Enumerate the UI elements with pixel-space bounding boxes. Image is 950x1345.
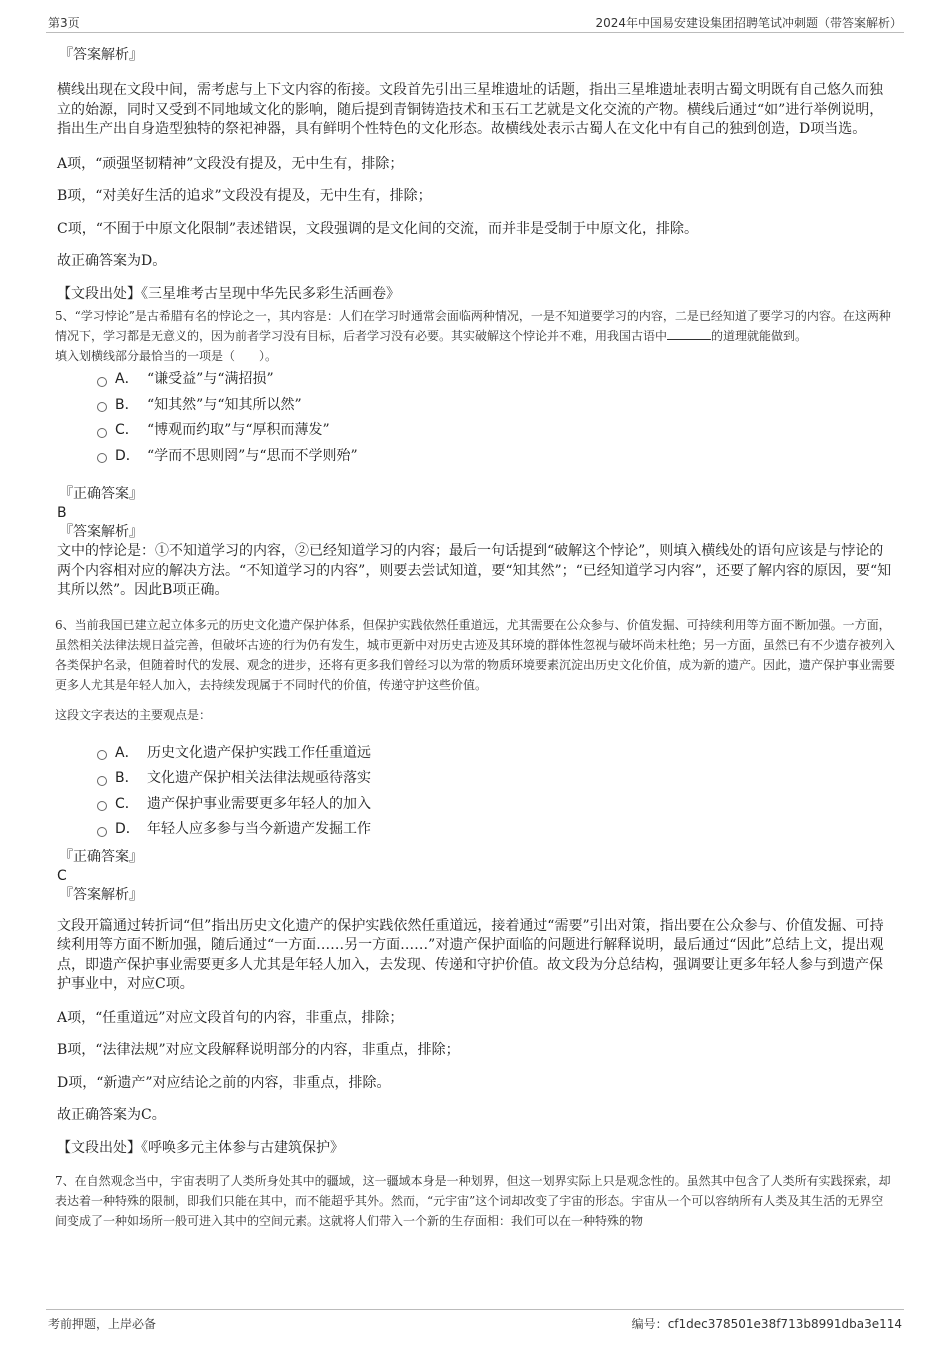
- q6-option-a[interactable]: A． 历史文化遗产保护实践工作任重道远: [97, 741, 895, 767]
- q6-stem: 6、当前我国已建立起立体多元的历史文化遗产保护体系，但保护实践依然任重道远，尤其需要在公众参与、价值发掘、可持续利用等方面不断加强。一方面，虽然相关法律法规日益完善，但破坏古迹的行为仍有发生，城市更新中对历史古迹及其环境的群体性忽视与破坏尚未杜绝；另一方面，虽然已有不少遗存被列入各类保护名录，但随着时代的发展、观念的进步，还将有更多我们曾经习以为常的物质环境要素沉淀出历史文化价值，成为新的遗产。因此，遗产保护事业需要更多人尤其是年轻人加入，去持续发现属于不同时代的价值，传递守护这些价值。: [55, 617, 896, 692]
- q6-option-b[interactable]: B． 文化遗产保护相关法律法规亟待落实: [97, 766, 895, 792]
- page-number: 第3页: [48, 16, 80, 30]
- q4-source: 【文段出处】《三星堆考古呈现中华先民多彩生活画卷》: [57, 285, 400, 302]
- q4-analysis-text: 横线出现在文段中间，需考虑与上下文内容的衔接。文段首先引出三星堆遗址的话题，指出三星堆遗址表明古蜀文明既有自己悠久而独立的始源，同时又受到不同地域文化的影响，随后提到青铜铸造技术和玉石工艺就是文化交流的产物。横线后通过“如”进行举例说明，指出生产出自身造型独特的祭祀神器，具有鲜明个性特色的文化形态。故横线处表示古蜀人在文化中有自己的独到创造，D项当选。: [57, 82, 884, 137]
- q4-option-b-note: B项，“对美好生活的追求”文段没有提及，无中生有，排除；: [57, 188, 432, 204]
- q6-analysis-label: 『答案解析』: [59, 886, 143, 903]
- q5-analysis-text: 文中的悖论是：①不知道学习的内容，②已经知道学习的内容；最后一句话提到“破解这个悖论”，则填入横线处的语句应该是与悖论的两个内容相对应的解决方法。“不知道学习的内容”，则要去尝试知道，要“知其然”；“已经知道学习内容”，还要了解内容的原因，要“知其所以然”。因此B项正确。: [57, 543, 892, 598]
- q6-analysis-text: 文段开篇通过转折词“但”指出历史文化遗产的保护实践依然任重道远，接着通过“需要”引出对策，指出要在公众参与、价值发掘、可持续利用等方面不断加强，随后通过“一方面……另一方面……”对遗产保护面临的问题进行解释说明，最后通过“因此”总结上文，提出观点，即遗产保护事业需要更多人尤其是年轻人加入，去发现、传递和守护价值。故文段为分总结构，强调要让更多年轻人参与到遗产保护事业中，对应C项。: [57, 917, 884, 992]
- q5-analysis-label: 『答案解析』: [59, 524, 143, 540]
- q6-option-d-note: D项，“新遗产”对应结论之前的内容，非重点，排除。: [57, 1074, 391, 1091]
- radio-button-icon[interactable]: [97, 377, 107, 387]
- document-code: 编号：cf1dec378501e38f713b8991dba3e114: [631, 1317, 902, 1331]
- q4-option-a-note: A项，“顽强坚韧精神”文段没有提及，无中生有，排除；: [57, 155, 404, 172]
- q5-option-b[interactable]: B． “知其然”与“知其所以然”: [97, 393, 895, 419]
- document-body: [55, 46, 895, 1231]
- radio-button-icon[interactable]: [97, 801, 107, 811]
- q6-option-d[interactable]: D． 年轻人应多参与当今新遗产发掘工作: [97, 817, 895, 843]
- q5-option-a[interactable]: A． “谦受益”与“满招损”: [97, 367, 895, 393]
- q4-analysis-label: 『答案解析』: [59, 47, 143, 63]
- radio-button-icon[interactable]: [97, 827, 107, 837]
- q7-stem: 7、在自然观念当中，宇宙表明了人类所身处其中的疆域，这一疆域本身是一种划界，但这一划界实际上只是观念性的。虽然其中包含了人类所有实践探索，却表达着一种特殊的限制，即我们只能在其中，而不能超乎其外。然而，“元宇宙”这个词却改变了宇宙的形态。宇宙从一个可以容纳所有人类及其生活的无界空间变成了一种如场所一般可进入其中的空间元素。这就将人们带入一个新的生存面相：我们可以在一种特殊的物: [55, 1174, 891, 1228]
- q4-conclusion: 故正确答案为D。: [57, 253, 167, 269]
- q6-answer: C: [57, 867, 67, 884]
- q5-answer-label: 『正确答案』: [59, 486, 143, 502]
- q6-source: 【文段出处】《呼唤多元主体参与古建筑保护》: [57, 1139, 344, 1156]
- q6-option-a-note: A项，“任重道远”对应文段首句的内容，非重点，排除；: [57, 1009, 404, 1026]
- q5-options: [55, 367, 895, 469]
- q5-stem: 5、“学习悖论”是古希腊有名的悖论之一，其内容是：人们在学习时通常会面临两种情况，一是不知道要学习的内容，二是已经知道了要学习的内容。在这两种情况下，学习都是无意义的，因为前者学习没有目标，后者学习没有必要。其实破解这个悖论并不难，用我国古语中 的道理就能做到。: [55, 309, 891, 343]
- q5-option-c[interactable]: C． “博观而约取”与“厚积而薄发”: [97, 418, 895, 444]
- q6-option-b-note: B项，“法律法规”对应文段解释说明部分的内容，非重点，排除；: [57, 1042, 460, 1058]
- footer-slogan: 考前押题，上岸必备: [48, 1317, 157, 1331]
- q4-option-c-note: C项，“不囿于中原文化限制”表述错误，文段强调的是文化间的交流，而并非是受制于中原文化，排除。: [57, 220, 699, 237]
- q6-option-c[interactable]: C． 遗产保护事业需要更多年轻人的加入: [97, 792, 895, 818]
- q6-instruction: 这段文字表达的主要观点是：: [55, 707, 212, 722]
- page-footer: [46, 1309, 904, 1334]
- document-title: 2024年中国易安建设集团招聘笔试冲刺题（带答案解析）: [595, 16, 902, 30]
- radio-button-icon[interactable]: [97, 750, 107, 760]
- q6-conclusion: 故正确答案为C。: [57, 1107, 166, 1123]
- q5-option-d[interactable]: D． “学而不思则罔”与“思而不学则殆”: [97, 444, 895, 470]
- radio-button-icon[interactable]: [97, 402, 107, 412]
- radio-button-icon[interactable]: [97, 428, 107, 438]
- q5-answer: B: [57, 505, 67, 521]
- q6-answer-label: 『正确答案』: [59, 848, 143, 865]
- radio-button-icon[interactable]: [97, 776, 107, 786]
- q5-instruction: 填入划横线部分最恰当的一项是（ ）。: [55, 349, 278, 363]
- page-header: [46, 12, 904, 33]
- q6-options: [55, 741, 895, 843]
- radio-button-icon[interactable]: [97, 453, 107, 463]
- fill-blank: [667, 327, 711, 340]
